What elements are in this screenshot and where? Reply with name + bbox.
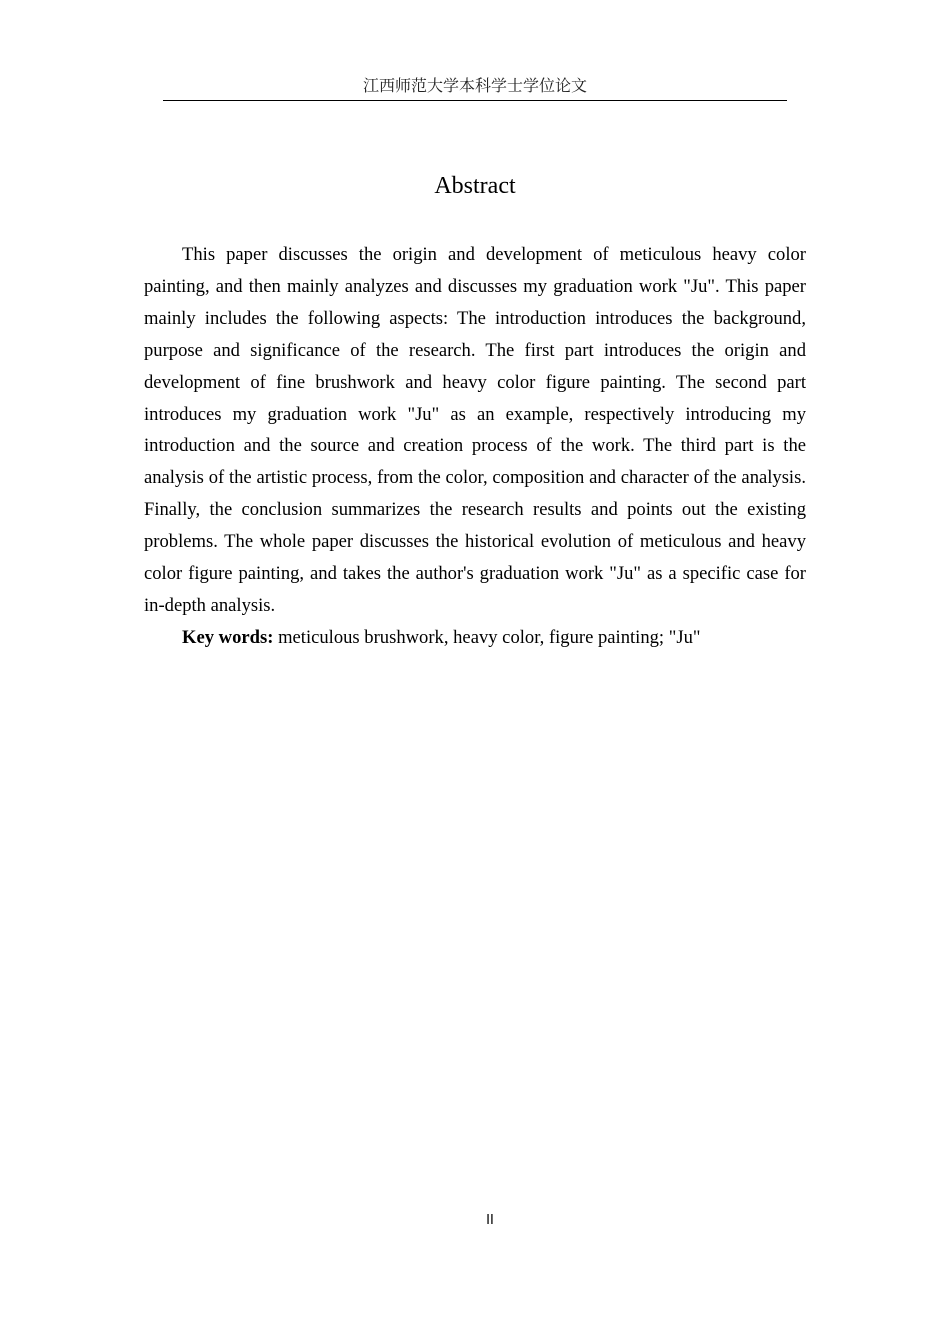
keywords-text: meticulous brushwork, heavy color, figure painting; "Ju" [273,627,701,648]
keywords-label: Key words: [182,627,274,648]
abstract-body: This paper discusses the origin and development of meticulous heavy color painting, and then mainly analyzes and discusses my graduation work "Ju". This paper mainly includes the following aspects: The introduction introduces the background, purpose and significance of the research. The first part introduces the origin and development of fine brushwork and heavy color figure painting. The second part introduces my graduation work "Ju" as an example, respectively introducing my introduction and the source and creation process of the work. The third part is the analysis of the artistic process, from the color, composition and character of the analysis. Finally, the conclusion summarizes the research results and points out the existing problems. The whole paper discusses the historical evolution of meticulous and heavy color figure painting, and takes the author's graduation work "Ju" as a specific case for in-depth analysis. [144,244,806,616]
page-number: II [486,1213,494,1228]
header-rule [163,100,787,101]
keywords-line [144,622,806,654]
running-header: 江西师范大学本科学士学位论文 [362,76,587,95]
abstract-title: Abstract [434,173,516,199]
